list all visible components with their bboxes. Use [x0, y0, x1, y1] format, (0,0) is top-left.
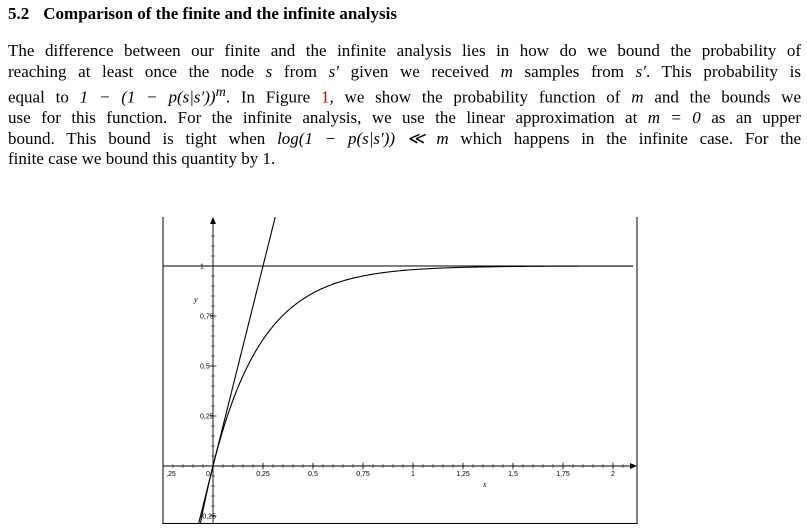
plot-series [163, 26, 633, 531]
origin-label: 0 [206, 471, 210, 478]
x-axis-label: x [483, 480, 487, 489]
text-run: , we show the probability function of [329, 87, 632, 107]
x-tick-label: 0,25 [256, 471, 270, 478]
y-tick-label: 1 [200, 263, 204, 271]
text-run: as an upper [700, 108, 801, 128]
math-probability-expression: 1 − (1 − p(s|s′)) [79, 87, 216, 107]
x-tick-label: 0,5 [308, 471, 318, 478]
math-m: m [631, 87, 644, 107]
probability-curve [199, 263, 633, 531]
text-run: . This probability is [645, 61, 801, 81]
y-axis-arrow [210, 217, 216, 224]
y-axis-label: y [194, 295, 198, 304]
x-tick-label: 1 [411, 471, 415, 478]
y-tick-label: 0,25 [200, 413, 214, 421]
text-run: from [272, 61, 329, 81]
text-run: reaching at least once the node [8, 61, 266, 81]
x-axis-arrow [630, 463, 637, 469]
math-s-prime: s′ [328, 61, 339, 81]
section-title: Comparison of the finite and the infinite analysis [43, 4, 397, 23]
math-m: m [500, 61, 513, 81]
x-tick-label: ,25 [166, 471, 176, 478]
math-exponent-m: m [215, 84, 226, 100]
text-run: use for this function. For the infinite analysis, we use the linear approximation at [8, 108, 648, 128]
y-tick-label: 0,75 [200, 313, 214, 321]
linear-upper-bound [193, 26, 323, 531]
y-tick-label: 0,5 [200, 363, 210, 371]
text-run: bound. This bound is tight when [8, 128, 278, 148]
tick-labels [166, 264, 615, 521]
x-tick-label: 2 [611, 471, 615, 478]
text-run: samples from [512, 61, 636, 81]
math-m-equals-zero: m = 0 [647, 108, 701, 128]
text-run: The difference between our finite and the infinite analysis lies in how do we bound the probability of [8, 41, 801, 60]
math-s: s [265, 61, 273, 81]
text-run: . In Figure [225, 87, 321, 107]
math-log-expression: log(1 − p(s|s′)) ≪ m [277, 128, 449, 148]
section-number: 5.2 [8, 4, 30, 23]
y-tick-label: -0,25 [200, 513, 216, 521]
text-run: and the bounds we [643, 87, 801, 107]
figure-reference-link[interactable]: 1 [321, 87, 330, 107]
x-tick-label: 1,75 [556, 471, 570, 478]
math-s-prime: s′ [635, 61, 646, 81]
text-run: given we received [338, 61, 501, 81]
text-run: finite case we bound this quantity by 1. [8, 149, 276, 169]
x-tick-label: 1,5 [508, 471, 518, 478]
x-tick-label: 1,25 [456, 471, 470, 478]
text-run: equal to [8, 87, 80, 107]
text-run: which happens in the infinite case. For the [448, 128, 801, 148]
x-tick-label: 0,75 [356, 471, 370, 478]
